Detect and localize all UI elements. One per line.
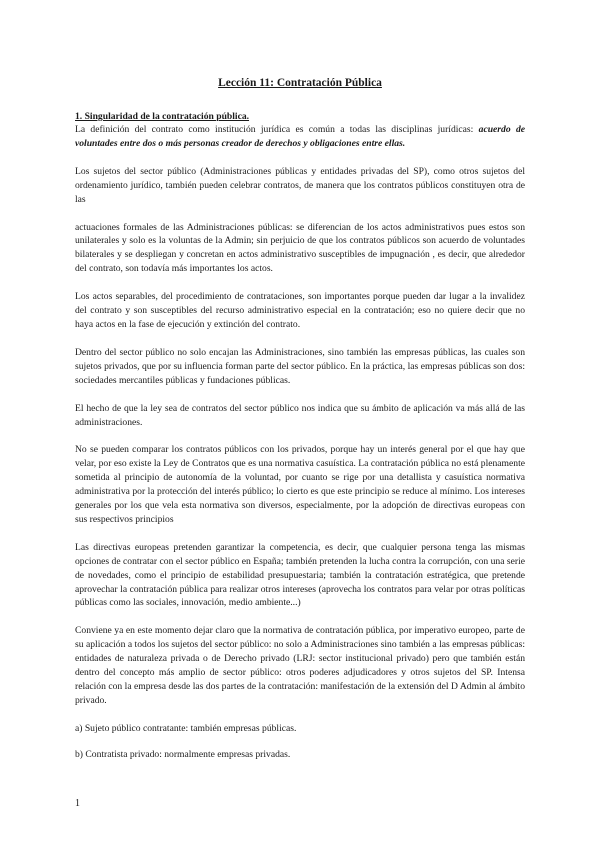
paragraph-sector-publico: Dentro del sector público no solo encajan las Administraciones, sino también las empresas públicas, las cuales son sujetos privados, que por su influencia forman parte del sector público. En la práctica, las empresas públicas son dos: sociedades mercantiles públicas y fundaciones públicas.: [75, 346, 525, 386]
paragraph-directivas: Las directivas europeas pretenden garantizar la competencia, es decir, que cualquier persona tenga las mismas opciones de contratar con el sector público en España; también pretenden la lucha contra la corrupción, con una serie de novedades, como el principio de estabilidad presupuestaria; también la contratación estratégica, que pretende aprovechar la contratación pública para realizar otros intereses (aprovecha los contratos para velar por otras políticas públicas como las sociales, innovación, medio ambiente...): [75, 541, 525, 609]
section-heading: 1. Singularidad de la contratación pública.: [75, 111, 250, 122]
paragraph-actos-separables: Los actos separables, del procedimiento de contrataciones, son importantes porque pueden dar lugar a la invalidez del contrato y son susceptibles del recurso administrativo especial en la contratación; eso no quiere decir que no haya actos en la fase de ejecución y extinción del contrato.: [75, 291, 525, 330]
paragraph-sujetos: Los sujetos del sector público (Administraciones públicas y entidades privadas del SP), como otros sujetos del ordenamiento jurídico, también pueden celebrar contratos, de manera que los contratos públicos constituyen otra de las: [75, 165, 525, 205]
page-number: 1: [75, 798, 80, 809]
paragraph-comparacion: No se pueden comparar los contratos públicos con los privados, porque hay un interés general por el que hay que velar, por eso existe la Ley de Contratos que es una normativa casuística. La contratación pública no está plenamente sometida al principio de autonomía de la voluntad, por cuanto se rige por una detallista y casuística normativa administrativa por la protección del interés público; lo cierto es que este principio se reduce al mínimo. Los intereses generales por los que vela esta normativa son diversos, especialmente, por la adopción de directivas europeas con sus respectivos principios: [75, 444, 525, 525]
paragraph-normativa: Conviene ya en este momento dejar claro que la normativa de contratación pública, por imperativo europeo, parte de su aplicación a todos los sujetos del sector público: no solo a Administraciones sino también a las empresas públicas: entidades de naturaleza privada o de Derecho privado (LRJ: sector institucional privado) pero que también están dentro del concepto más amplio de sector público: otros poderes adjudicadores y otros sujetos del SP. Intensa relación con la empresa desde las dos partes de la contratación: manifestación de la extensión del D Admin al ámbito privado.: [75, 625, 525, 706]
intro-paragraph: [75, 123, 525, 151]
intro-text: La definición del contrato como institución jurídica es común a todas las disciplinas jurídicas:: [75, 124, 479, 135]
list-item-contratista: b) Contratista privado: normalmente empresas privadas.: [75, 748, 291, 760]
paragraph-actuaciones: actuaciones formales de las Administraciones públicas: se diferencian de los actos administrativos pues estos son unilaterales y solo es la voluntas de la Admin; sin perjuicio de que los contratos públicos son acuerdo de voluntades bilaterales y se despliegan y concretan en actos administrativo susceptibles de impugnación , es decir, que alrededor del contrato, son todavía más importantes los actos.: [75, 221, 525, 275]
intro-emphasis: acuerdo de voluntades entre dos o más personas creador de derechos y obligaciones entre ellas.: [75, 124, 525, 149]
paragraph-ambito: El hecho de que la ley sea de contratos del sector público nos indica que su ámbito de aplicación va más allá de las administraciones.: [75, 402, 525, 428]
document-title: Lección 11: Contratación Pública: [218, 77, 382, 89]
list-item-sujeto-publico: a) Sujeto público contratante: también empresas públicas.: [75, 722, 297, 734]
